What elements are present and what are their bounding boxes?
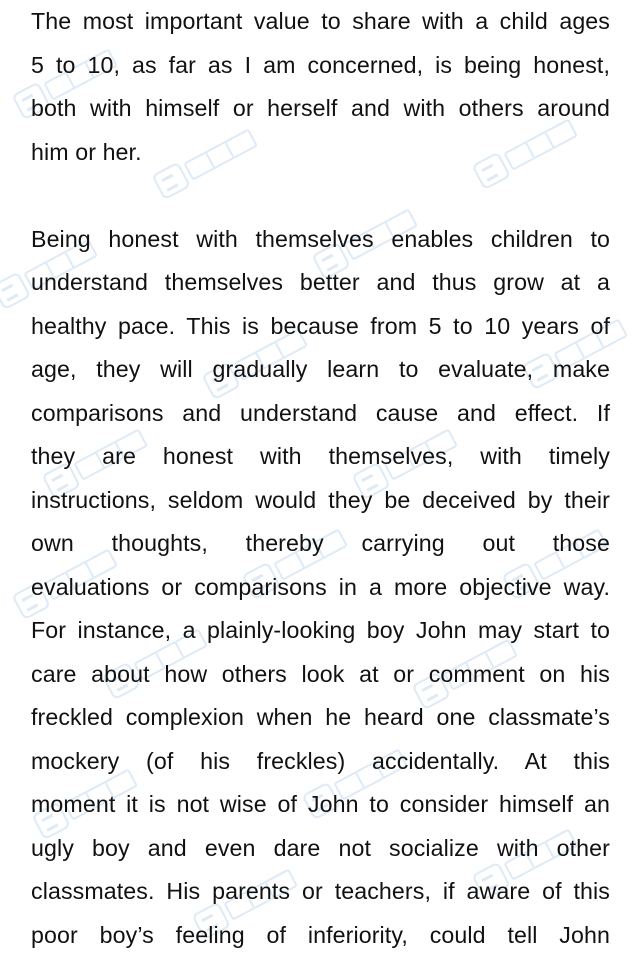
text-line: they are honest with themselves, with timely — [31, 443, 610, 469]
text-line: own thoughts, thereby carrying out those — [31, 530, 610, 556]
text-line: ugly boy and even dare not socialize with other — [31, 834, 610, 861]
text-line: classmates. His parents or teachers, if aware of this — [31, 878, 610, 904]
paragraph-2 — [31, 218, 610, 957]
text-line: age, they will gradually learn to evaluate, make — [31, 356, 610, 382]
text-line: moment it is not wise of John to consider himself an — [31, 791, 610, 817]
text-line: mockery (of his freckles) accidentally. At this — [31, 747, 610, 774]
text-line: For instance, a plainly-looking boy John may start to — [31, 617, 610, 643]
text-line: both with himself or herself and with others around — [31, 95, 610, 121]
text-line: freckled complexion when he heard one classmate’s — [31, 704, 610, 730]
text-line: 5 to 10, as far as I am concerned, is being honest, — [31, 51, 610, 78]
text-line: comparisons and understand cause and effect. If — [31, 399, 610, 426]
text-line: care about how others look at or comment on his — [31, 660, 610, 687]
text-line: poor boy’s feeling of inferiority, could tell John — [31, 921, 610, 948]
text-line: understand themselves better and thus grow at a — [31, 269, 610, 295]
text-line: him or her. — [31, 138, 142, 165]
text-line: evaluations or comparisons in a more objective way. — [31, 573, 610, 600]
paragraph-spacer — [31, 174, 610, 218]
text-line: healthy pace. This is because from 5 to 10 years of — [31, 312, 610, 339]
text-line: The most important value to share with a child ages — [31, 8, 610, 34]
text-line: instructions, seldom would they be deceived by their — [31, 486, 610, 513]
paragraph-1 — [31, 0, 610, 174]
text-line: Being honest with themselves enables children to — [31, 225, 610, 252]
